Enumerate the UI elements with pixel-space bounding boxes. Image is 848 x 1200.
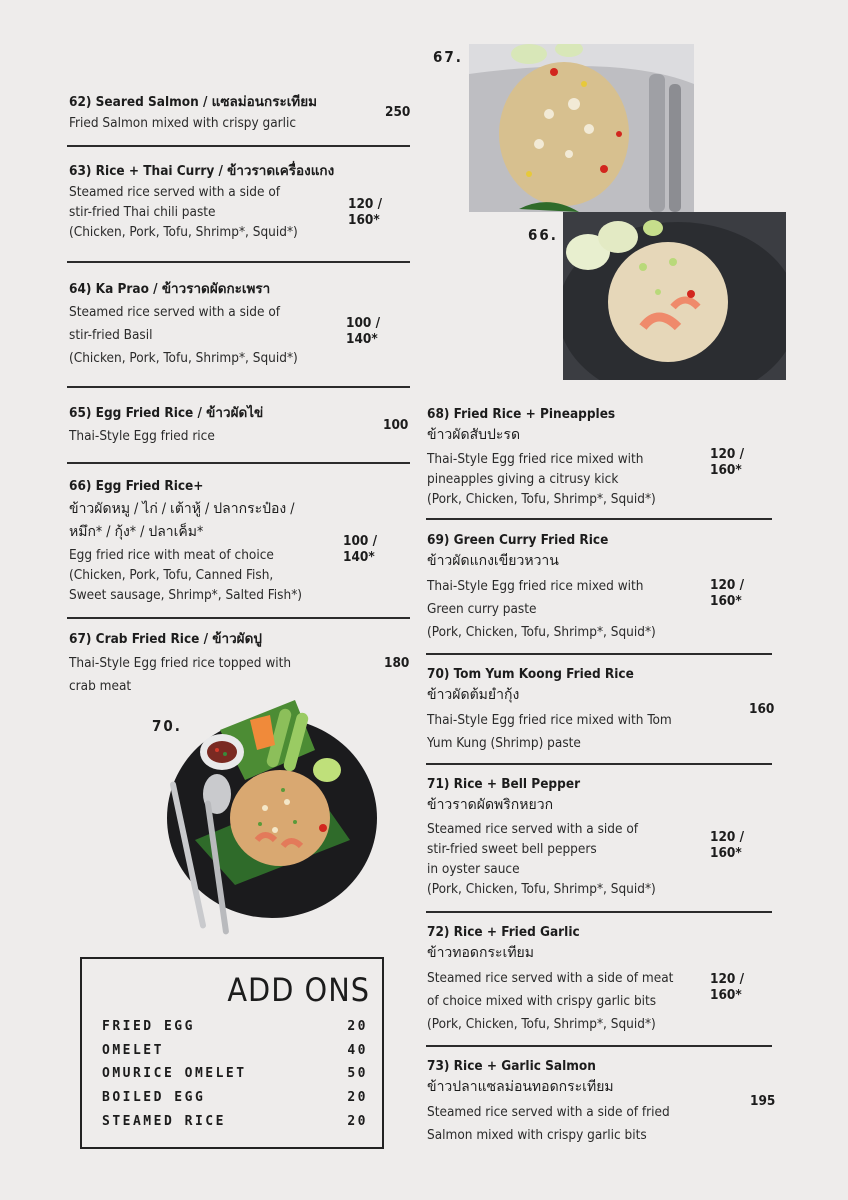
add-ons-heading: ADD ONS: [227, 971, 370, 1009]
item-desc: Thai-Style Egg fried rice topped with: [69, 655, 292, 671]
item-desc: of choice mixed with crispy garlic bits: [427, 993, 657, 1009]
item-desc: stir-fried sweet bell peppers: [427, 841, 597, 857]
item-price: 180: [384, 655, 410, 671]
item-title: 66) Egg Fried Rice+: [69, 478, 204, 494]
addon-row: [102, 1114, 368, 1129]
addon-price: 20: [347, 1090, 368, 1105]
menu-item-72: [427, 922, 773, 1035]
item-title: 69) Green Curry Fried Rice: [427, 532, 609, 548]
item-price: 250: [385, 104, 411, 120]
dish-photo-70: [165, 690, 380, 940]
item-title: 71) Rice + Bell Pepper: [427, 776, 581, 792]
item-thai: ข้าวผัดต้มยำกุ้ง: [427, 687, 520, 703]
item-title: 63) Rice + Thai Curry / ข้าวราดเครื่องแกง: [69, 163, 335, 179]
addon-name: OMURICE OMELET: [102, 1066, 247, 1081]
item-desc: Yum Kung (Shrimp) paste: [427, 735, 581, 751]
item-thai: ข้าวราดผัดพริกหยวก: [427, 797, 554, 813]
item-desc: Thai-Style Egg fried rice mixed with Tom: [427, 712, 672, 728]
item-thai: ข้าวผัดหมู / ไก่ / เต้าหู้ / ปลากระป๋อง /: [69, 501, 295, 517]
item-price: 195: [750, 1093, 776, 1109]
item-desc: Egg fried rice with meat of choice: [69, 547, 274, 563]
photo-label-67: 67.: [433, 48, 463, 66]
divider: [67, 145, 410, 147]
item-price: 160: [749, 701, 775, 717]
addon-name: FRIED EGG: [102, 1019, 195, 1034]
divider: [426, 1045, 772, 1047]
item-price: 120 / 160*: [710, 829, 745, 861]
item-desc: stir-fried Basil: [69, 327, 153, 343]
dish-photo-67: [469, 44, 694, 212]
item-title: 65) Egg Fried Rice / ข้าวผัดไข่: [69, 405, 264, 421]
item-desc: (Pork, Chicken, Tofu, Shrimp*, Squid*): [427, 491, 656, 507]
item-thai: หมึก* / กุ้ง* / ปลาเค็ม*: [69, 524, 204, 540]
item-thai: ข้าวผัดแกงเขียวหวาน: [427, 553, 559, 569]
item-desc: (Chicken, Pork, Tofu, Shrimp*, Squid*): [69, 350, 298, 366]
item-desc: crab meat: [69, 678, 132, 694]
item-price: 120 / 160*: [710, 971, 745, 1003]
item-thai: ข้าวทอดกระเทียม: [427, 945, 534, 961]
menu-item-73: [427, 1056, 776, 1146]
dish-photo-66: [563, 212, 786, 380]
divider: [67, 386, 410, 388]
item-title: 67) Crab Fried Rice / ข้าวผัดปู: [69, 631, 262, 647]
divider: [67, 261, 410, 263]
menu-item-70: [427, 664, 773, 754]
addon-row: [102, 1066, 368, 1081]
item-desc: Thai-Style Egg fried rice: [69, 428, 215, 444]
item-desc: stir-fried Thai chili paste: [69, 204, 216, 220]
addon-price: 20: [347, 1019, 368, 1034]
menu-item-64: [69, 279, 411, 369]
addon-price: 50: [347, 1066, 368, 1081]
menu-item-69: [427, 530, 773, 643]
item-thai: ข้าวผัดสับปะรด: [427, 427, 521, 443]
item-title: 64) Ka Prao / ข้าวราดผัดกะเพรา: [69, 281, 271, 297]
addon-name: STEAMED RICE: [102, 1114, 226, 1129]
menu-item-65: [69, 403, 411, 447]
photo-label-70: 70.: [152, 717, 182, 735]
item-desc: Sweet sausage, Shrimp*, Salted Fish*): [69, 587, 303, 603]
item-desc: Steamed rice served with a side of: [427, 821, 639, 837]
item-desc: Steamed rice served with a side of: [69, 184, 281, 200]
divider: [426, 518, 772, 520]
item-desc: (Chicken, Pork, Tofu, Canned Fish,: [69, 567, 274, 583]
item-price: 120 / 160*: [710, 577, 745, 609]
add-ons-box: [80, 957, 384, 1149]
addon-row: [102, 1019, 368, 1034]
item-thai: ข้าวปลาแซลม่อนทอดกระเทียม: [427, 1079, 614, 1095]
photo-label-66: 66.: [528, 226, 558, 244]
divider: [426, 911, 772, 913]
menu-item-67: [69, 629, 411, 697]
addon-row: [102, 1090, 368, 1105]
addon-name: BOILED EGG: [102, 1090, 206, 1105]
menu-item-71: [427, 774, 773, 900]
item-price: 100: [383, 417, 409, 433]
item-desc: (Pork, Chicken, Tofu, Shrimp*, Squid*): [427, 1016, 656, 1032]
divider: [426, 763, 772, 765]
menu-item-62: [69, 92, 411, 134]
item-desc: Thai-Style Egg fried rice mixed with: [427, 578, 644, 594]
item-desc: Fried Salmon mixed with crispy garlic: [69, 115, 297, 131]
item-desc: Steamed rice served with a side of: [69, 304, 281, 320]
item-desc: Green curry paste: [427, 601, 537, 617]
addon-row: [102, 1043, 368, 1058]
item-price: 100 / 140*: [346, 315, 381, 347]
divider: [426, 653, 772, 655]
item-title: 62) Seared Salmon / แซลม่อนกระเทียม: [69, 94, 318, 110]
addon-price: 20: [347, 1114, 368, 1129]
item-title: 73) Rice + Garlic Salmon: [427, 1058, 596, 1074]
item-desc: (Pork, Chicken, Tofu, Shrimp*, Squid*): [427, 624, 656, 640]
menu-item-68: [427, 404, 773, 510]
item-title: 70) Tom Yum Koong Fried Rice: [427, 666, 634, 682]
item-desc: Steamed rice served with a side of meat: [427, 970, 674, 986]
item-price: 120 / 160*: [348, 196, 383, 228]
addon-price: 40: [347, 1043, 368, 1058]
item-desc: Thai-Style Egg fried rice mixed with: [427, 451, 644, 467]
divider: [67, 617, 410, 619]
item-desc: (Pork, Chicken, Tofu, Shrimp*, Squid*): [427, 881, 656, 897]
menu-item-66: [69, 476, 411, 606]
item-title: 68) Fried Rice + Pineapples: [427, 406, 616, 422]
item-price: 120 / 160*: [710, 446, 745, 478]
addon-name: OMELET: [102, 1043, 164, 1058]
item-desc: Salmon mixed with crispy garlic bits: [427, 1127, 647, 1143]
item-price: 100 / 140*: [343, 533, 378, 565]
item-desc: Steamed rice served with a side of fried: [427, 1104, 670, 1120]
item-desc: (Chicken, Pork, Tofu, Shrimp*, Squid*): [69, 224, 298, 240]
menu-item-63: [69, 161, 411, 243]
item-desc: pineapples giving a citrusy kick: [427, 471, 619, 487]
item-desc: in oyster sauce: [427, 861, 520, 877]
item-title: 72) Rice + Fried Garlic: [427, 924, 580, 940]
divider: [67, 462, 410, 464]
